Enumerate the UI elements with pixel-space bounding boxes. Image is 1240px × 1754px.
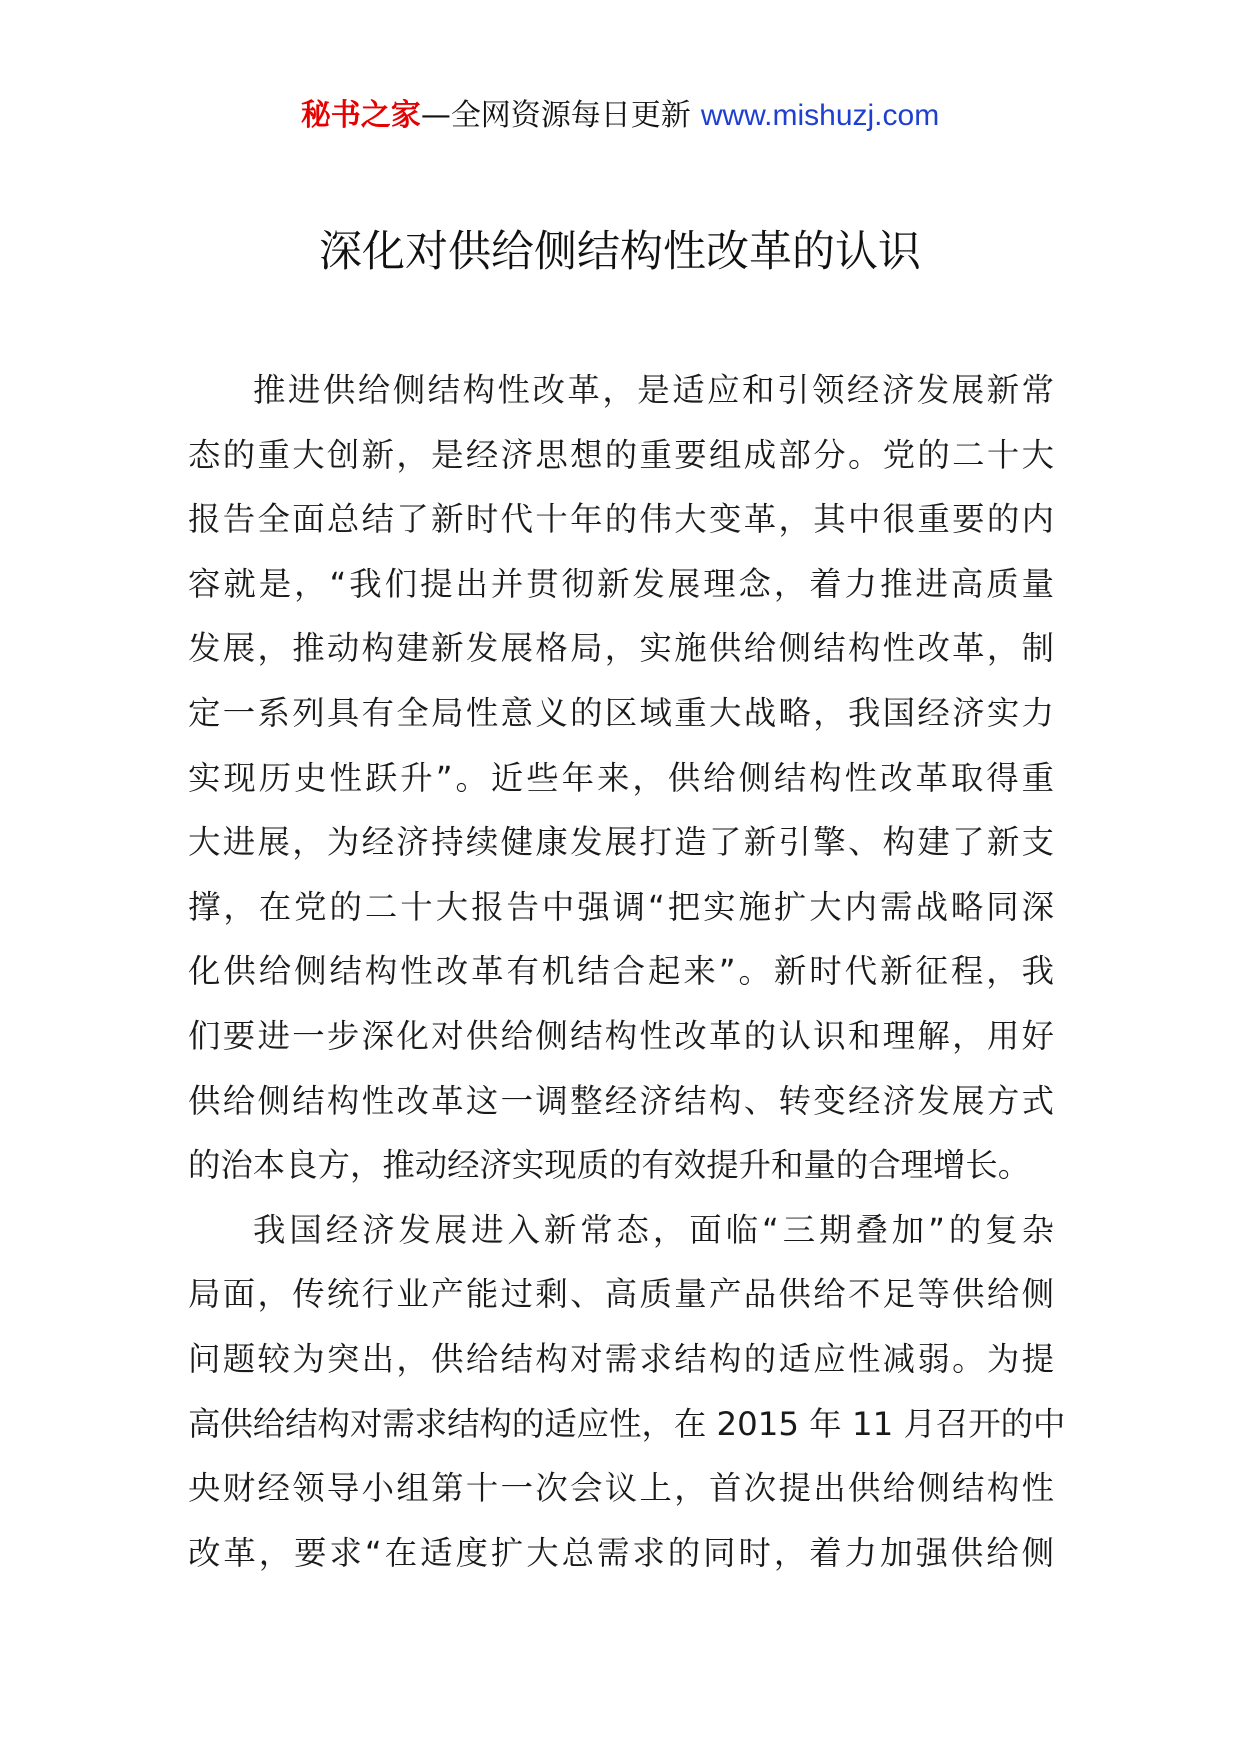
site-slogan: —全网资源每日更新 <box>420 98 691 133</box>
paragraph-line: 定一系列具有全局性意义的区域重大战略，我国经济实力 <box>188 693 1054 732</box>
paragraph-line: 化供给侧结构性改革有机结合起来”。新时代新征程，我 <box>188 952 1054 991</box>
paragraph-line: 实现历史性跃升”。近些年来，供给侧结构性改革取得重 <box>188 758 1054 797</box>
paragraph-line: 推进供给侧结构性改革，是适应和引领经济发展新常 <box>253 371 1054 409</box>
document-title: 深化对供给侧结构性改革的认识 <box>319 227 921 277</box>
site-brand: 秘书之家 <box>300 98 421 133</box>
paragraph-line: 的治本良方，推动经济实现质的有效提升和量的合理增长。 <box>188 1146 1031 1185</box>
paragraph-line: 发展，推动构建新发展格局，实施供给侧结构性改革，制 <box>188 629 1054 668</box>
article-body <box>188 358 1066 1585</box>
paragraph-line: 局面，传统行业产能过剩、高质量产品供给不足等供给侧 <box>188 1275 1054 1314</box>
paragraph-line: 报告全面总结了新时代十年的伟大变革，其中很重要的内 <box>188 500 1054 539</box>
paragraph-line: 央财经领导小组第十一次会议上，首次提出供给侧结构性 <box>188 1469 1054 1508</box>
paragraph-line: 高供给结构对需求结构的适应性，在 2015 年 11 月召开的中 <box>188 1404 1066 1443</box>
site-url: www.mishuzj.com <box>700 99 940 132</box>
paragraph-line: 改革，要求“在适度扩大总需求的同时，着力加强供给侧 <box>188 1533 1054 1572</box>
paragraph-1 <box>188 358 1054 1198</box>
paragraph-line: 供给侧结构性改革这一调整经济结构、转变经济发展方式 <box>188 1081 1054 1120</box>
site-header-banner <box>0 96 1240 136</box>
paragraph-line: 们要进一步深化对供给侧结构性改革的认识和理解，用好 <box>188 1016 1054 1055</box>
paragraph-line: 我国经济发展进入新常态，面临“三期叠加”的复杂 <box>253 1210 1054 1249</box>
paragraph-line: 问题较为突出，供给结构对需求结构的适应性减弱。为提 <box>188 1339 1054 1378</box>
paragraph-line: 撑，在党的二十大报告中强调“把实施扩大内需战略同深 <box>188 887 1054 926</box>
paragraph-line: 容就是，“我们提出并贯彻新发展理念，着力推进高质量 <box>188 564 1054 603</box>
paragraph-2 <box>188 1198 1066 1586</box>
paragraph-line: 大进展，为经济持续健康发展打造了新引擎、构建了新支 <box>188 823 1054 862</box>
paragraph-line: 态的重大创新，是经济思想的重要组成部分。党的二十大 <box>188 435 1054 474</box>
